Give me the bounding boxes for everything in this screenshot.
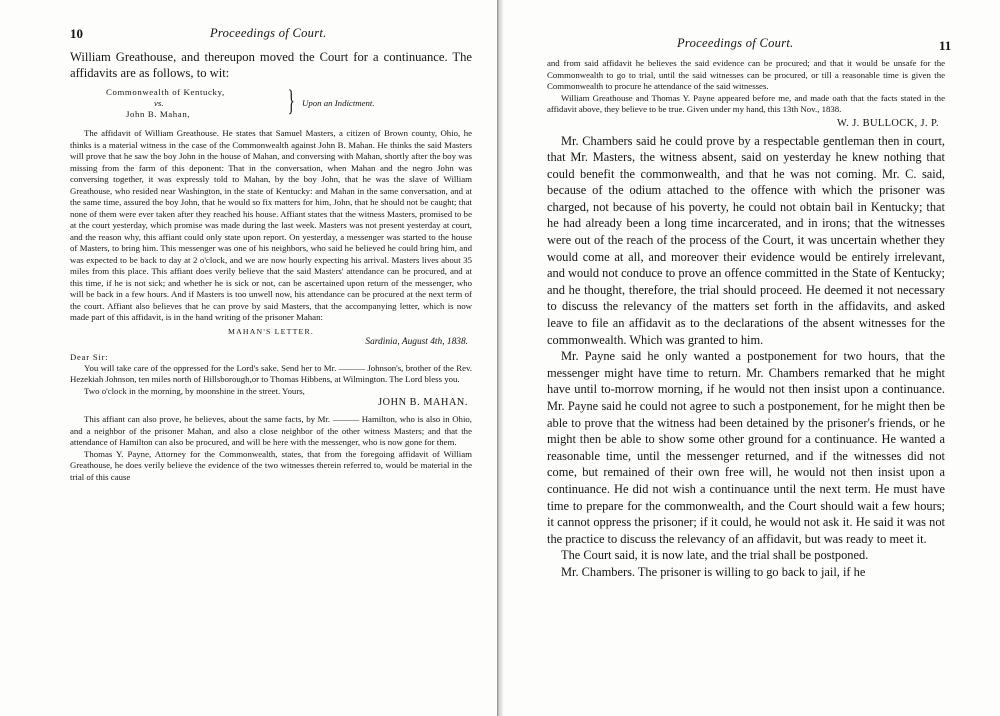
right-page [503,0,1000,716]
caption-defendant: John B. Mahan, [126,109,191,119]
letter-closing: Two o'clock in the morning, by moonshine in the street. Yours, [84,385,305,396]
payne-statement-paragraph: Thomas Y. Payne, Attorney for the Commonwealth, states, that from the foregoing affidavit of William Greathouse, he does verily believe the evidence of the two witnesses therein referred to, would be material in the trial of this cause [70,448,472,482]
caption-versus: vs. [154,98,164,108]
letter-dateline [70,336,472,348]
second-affidavit-paragraph: This affiant can also prove, he believes, about the same facts, by Mr. ——— Hamilton, who is also in Ohio, and a neighbor of the prisoner Mahan, and also a close neighbor of the other witness Masters; and that the attendance of Hamilton can also be procured, and will be here with the messenger, who is now gone for them. [70,414,472,447]
caption-note: Upon an Indictment. [302,98,375,108]
intro-paragraph: William Greathouse, and thereupon moved the Court for a continuance. The affidavits are as follows, to wit: [70,50,472,80]
oath-paragraph: William Greathouse and Thomas Y. Payne appeared before me, and made oath that the facts stated in the affidavit above, they believe to be true. Given under my hand, this 13th Nov., 1838. [547,92,945,114]
right-page-content [547,36,952,581]
affidavit-paragraph: The affidavit of William Greathouse. He states that Samuel Masters, a citizen of Brown county, Ohio, he thinks is a material witness in the case of the Commonwealth against John B. Mahan. He thinks the said Masters will prove that he saw the boy John in the house of Mahan, and conversing with Mahan, shortly after the boy was missing from the farm of this deponent: That in the conversation, when Mahan and the negro John was conversing together, it was expressly told to Mahan, by the boy John, that he was the slave of William Greathouse, who resided near Washington, in the state of Kentucky: and Mahan in the same conversation, and at the same time, assured the boy John, that he would so fix matters for him, John, that he should not be caught; that none of them were ever taken after they reached his house. Affiant states that the witness Masters, promised to be at the court yesterday, which promise was made during the last week. Masters was not present yesterday at court, and the reason why, this affiant could only state upon report. On yesterday, a messenger was started to the house of Masters, to bring him. This messenger was one of his neighbors, who said he believed he could bring him, and was expected to be back to day at 2 o'clock, and we are now hourly expecting his arrival. Masters lives about 35 miles from this place. This affiant does verily believe that the said Masters' attendance can be procured, and at this time, if he is not sick; and whether he is sick or not, can be ascertained upon return of the messenger, who will be back in a few hours. And if Masters is too unwell now, his attendance can be procured at the next term of the court. Affiant also believes that he can prove by said Masters, that the accompanying letter, which is now made part of this affidavit, is in the hand writing of the prisoner Mahan: [70,128,472,322]
continued-statement: and from said affidavit he believes the said evidence can be procured; and that it would be unsafe for the Commonwealth to go to trial, until the said witnesses can be procured, or till a reasonable time is given the Commonwealth to procure he attendance of the said witnesses. [547,58,945,91]
left-page [0,0,497,716]
right-page-header [547,36,952,58]
left-page-header [70,26,472,48]
caption-plaintiff: Commonwealth of Kentucky, [106,87,225,97]
letter-title: MAHAN'S LETTER. [227,326,315,336]
chambers-closing-paragraph: Mr. Chambers. The prisoner is willing to go back to jail, if he [561,564,866,579]
letter-date: Sardinia, August 4th, 1838. [365,336,468,347]
payne-reply-paragraph: Mr. Payne said he only wanted a postponement for two hours, that the messenger might have time to return. Mr. Chambers remarked that he might have until to-morrow morning, if he would not then insist upon a continuance. Mr. Payne said he could not agree to such a postponement, for he might then be able to prove that the witness had been detained by the prisoner's friends, or he might then be able to show some other ground for a continuance. He wanted a reasonable time, until the messenger returned, and if the witnesses did not come, but remained of their own free will, he would not then insist upon a continuance. He did not wish a continuance until the next term. He must have time to prepare for the commonwealth, and the Court should wait a few hours; it cannot oppress the prisoner; if it could, he would not ask it. He said it was not the practice to discuss the relevancy of an affidavit, but was ready to meet it. [547,349,945,546]
caption-brace: } [287,84,295,117]
court-ruling-paragraph: The Court said, it is now late, and the trial shall be postponed. [561,548,869,563]
case-caption [70,84,472,125]
justice-signature: W. J. BULLOCK, J. P. [836,117,939,129]
right-running-head: Proceedings of Court. [677,36,794,50]
letter-salutation: Dear Sir: [70,351,109,362]
letter-signature: JOHN B. MAHAN. [378,397,468,408]
chambers-argument-paragraph: Mr. Chambers said he could prove by a respectable gentleman then in court, that Mr. Masters, the witness absent, said on yesterday he knew nothing that could benefit the commonwealth, and that he was not coming. Mr. C. said, because of the odium attached to the offence with which the prisoner was charged, not because of his poverty, he could not obtain bail in Kentucky; that he had already been a long time incarcerated, and in irons; that the witnesses were out of the reach of the process of the Court, it was uncertain whether they would come at all, and moreover their evidence would be entirely irrelevant, and would not conduce to prove an offence committed in the State of Kentucky; and he thought, therefore, the trial should proceed. He deemed it not necessary to discuss the relevancy of the matters set forth in the affidavits, and asked leave to file an affidavit as to the declarations of the absent witnesses for the commonwealth. Which was granted to him. [547,133,945,347]
left-running-head: Proceedings of Court. [210,26,327,40]
letter-body: You will take care of the oppressed for the Lord's sake. Send her to Mr. ——— Johnson's, brother of the Rev. Hezekiah Johnson, ten miles north of Hillsborough,or to Thomas Hibbens, at Wilmington. The Lord bless you. [70,362,472,384]
right-page-number: 11 [939,38,952,53]
left-page-number: 10 [70,26,83,41]
left-page-content [70,26,472,483]
